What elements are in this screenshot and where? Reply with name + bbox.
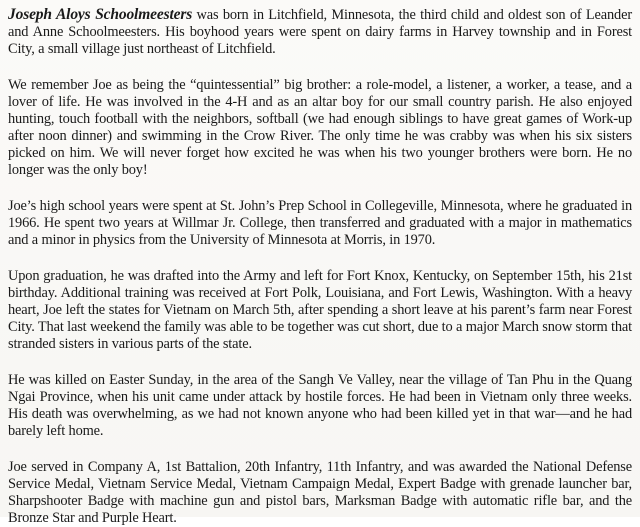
paragraph-education: Joe’s high school years were spent at St. John’s Prep School in Collegeville, Minnesota, where he graduated in 1966. He spent two years at Willmar Jr. College, then transferred and graduated with a major in mathematics and a minor in physics from the University of Minnesota at Morris, in 1970. xyxy=(8,198,632,248)
paragraph-brother: We remember Joe as being the “quintessential” big brother: a role-model, a listener, a worker, a tease, and a lover of life. He was involved in the 4-H and as an altar boy for our small country parish. He also enjoyed hunting, touch football with the neighbors, softball (we had enough siblings to have great games of Work-up after noon dinner) and swimming in the Crow River. The only time he was crabby was when his six sisters picked on him. We will never forget how excited he was when his two younger brothers were born. He no longer was the only boy! xyxy=(8,77,632,178)
paragraph-birth-text: was born in Litchfield, Minnesota, the third child and oldest son of Leander and Anne Schoolmeesters. His boyhood years were spent on dairy farms in Harvey township and in Forest City, a small village just northeast of Litchfield. xyxy=(8,7,632,57)
paragraph-death: He was killed on Easter Sunday, in the area of the Sangh Ve Valley, near the village of Tan Phu in the Quang Ngai Province, when his unit came under attack by hostile forces. He had been in Vietnam only three weeks. His death was overwhelming, as we had not known anyone who had been killed yet in that war—and he had barely left home. xyxy=(8,372,632,439)
paragraph-birth xyxy=(8,6,632,58)
paragraph-army: Upon graduation, he was drafted into the Army and left for Fort Knox, Kentucky, on September 15th, his 21st birthday. Additional training was received at Fort Polk, Louisiana, and Fort Lewis, Washington. With a heavy heart, Joe left the states for Vietnam on March 5th, after spending a short leave at his parent’s farm near Forest City. That last weekend the family was able to be together was cut short, due to a major March snow storm that stranded sisters in various parts of the state. xyxy=(8,268,632,352)
subject-name: Joseph Aloys Schoolmeesters xyxy=(8,6,193,23)
paragraph-service: Joe served in Company A, 1st Battalion, 20th Infantry, 11th Infantry, and was awarded the National Defense Service Medal, Vietnam Service Medal, Vietnam Campaign Medal, Expert Badge with grenade launcher bar, Sharpshooter Badge with machine gun and pistol bars, Marksman Badge with automatic rifle bar, and the Bronze Star and Purple Heart. xyxy=(8,459,632,526)
